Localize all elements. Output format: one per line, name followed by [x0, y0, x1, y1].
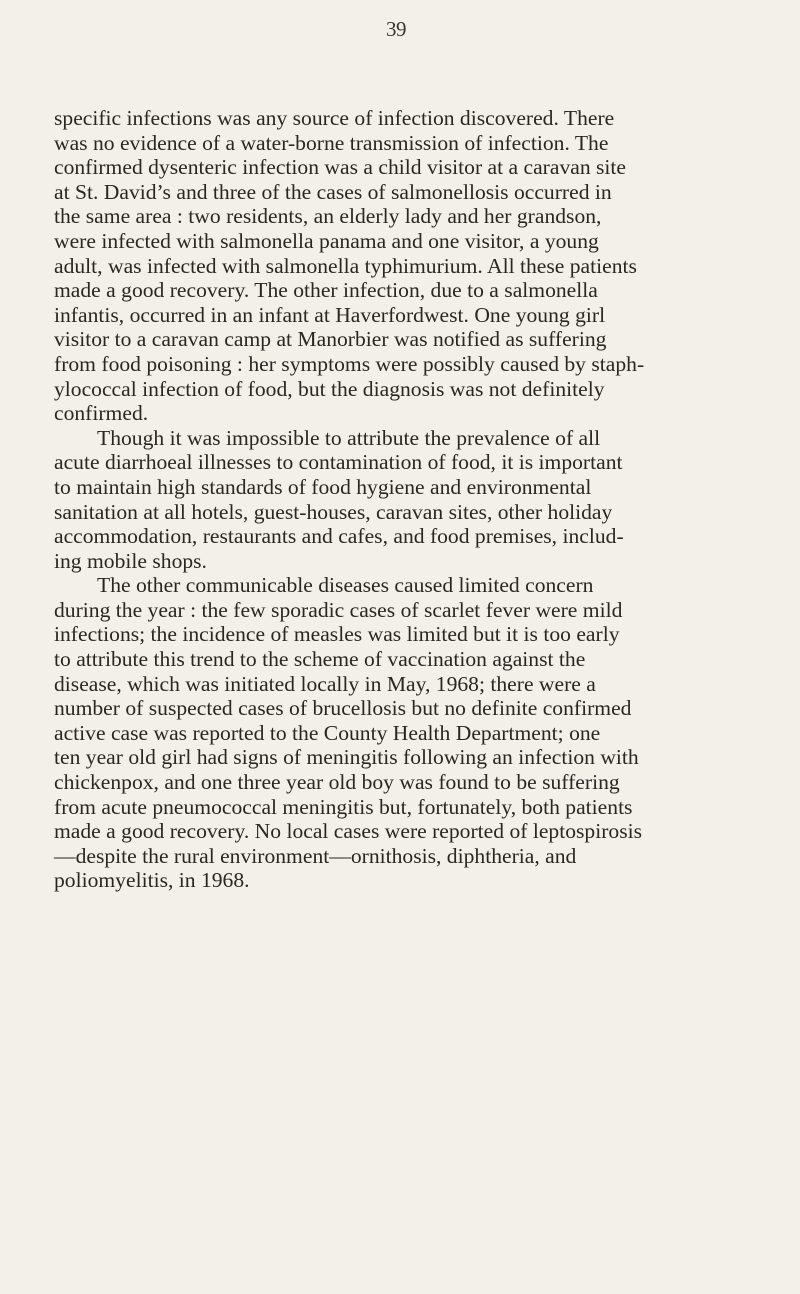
text-line: from food poisoning : her symptoms were possibly caused by staph- — [54, 351, 645, 376]
text-line: chickenpox, and one three year old boy was found to be suffering — [54, 770, 620, 795]
text-line: confirmed. — [54, 401, 149, 426]
text-line: during the year : the few sporadic cases of scarlet fever were mild — [54, 597, 623, 622]
text-line: —despite the rural environment—ornithosis, diphtheria, and — [54, 843, 577, 868]
text-line: infantis, occurred in an infant at Haverfordwest. One young girl — [54, 302, 606, 327]
paragraph-food-hygiene — [54, 426, 764, 574]
paragraph-salmonella-cases — [54, 106, 764, 426]
text-line: ten year old girl had signs of meningitis following an infection with — [54, 745, 639, 770]
text-line: from acute pneumococcal meningitis but, fortunately, both patients — [54, 794, 633, 819]
text-line: ylococcal infection of food, but the diagnosis was not definitely — [54, 376, 605, 401]
text-line: made a good recovery. No local cases were reported of leptospirosis — [54, 819, 643, 844]
text-line: The other communicable diseases caused limited concern — [97, 573, 594, 598]
text-line: poliomyelitis, in 1968. — [54, 868, 250, 893]
text-line: acute diarrhoeal illnesses to contamination of food, it is important — [54, 450, 623, 475]
text-line: ing mobile shops. — [54, 548, 207, 573]
text-line: number of suspected cases of brucellosis but no definite confirmed — [54, 696, 632, 721]
text-line: made a good recovery. The other infection, due to a salmonella — [54, 278, 598, 303]
text-line: to maintain high standards of food hygiene and environmental — [54, 474, 592, 499]
text-line: confirmed dysenteric infection was a child visitor at a caravan site — [54, 155, 627, 180]
paragraph-communicable-diseases — [54, 573, 764, 893]
text-line: to attribute this trend to the scheme of vaccination against the — [54, 647, 586, 672]
text-line: adult, was infected with salmonella typhimurium. All these patients — [54, 253, 637, 278]
text-line: the same area : two residents, an elderly lady and her grandson, — [54, 204, 602, 229]
page-number: 39 — [386, 17, 406, 41]
text-line: was no evidence of a water-borne transmission of infection. The — [54, 130, 609, 155]
text-line: visitor to a caravan camp at Manorbier was notified as suffering — [54, 327, 607, 352]
text-line: accommodation, restaurants and cafes, and food premises, includ- — [54, 524, 624, 549]
text-line: specific infections was any source of infection discovered. There — [54, 106, 615, 130]
text-line: infections; the incidence of measles was limited but it is too early — [54, 622, 620, 647]
text-line: Though it was impossible to attribute the prevalence of all — [97, 425, 601, 450]
text-line: active case was reported to the County Health Department; one — [54, 720, 601, 745]
body-text — [54, 106, 764, 893]
text-line: disease, which was initiated locally in May, 1968; there were a — [54, 671, 596, 696]
text-line: sanitation at all hotels, guest-houses, caravan sites, other holiday — [54, 499, 613, 524]
text-line: at St. David’s and three of the cases of salmonellosis occurred in — [54, 179, 612, 204]
text-line: were infected with salmonella panama and one visitor, a young — [54, 228, 599, 253]
